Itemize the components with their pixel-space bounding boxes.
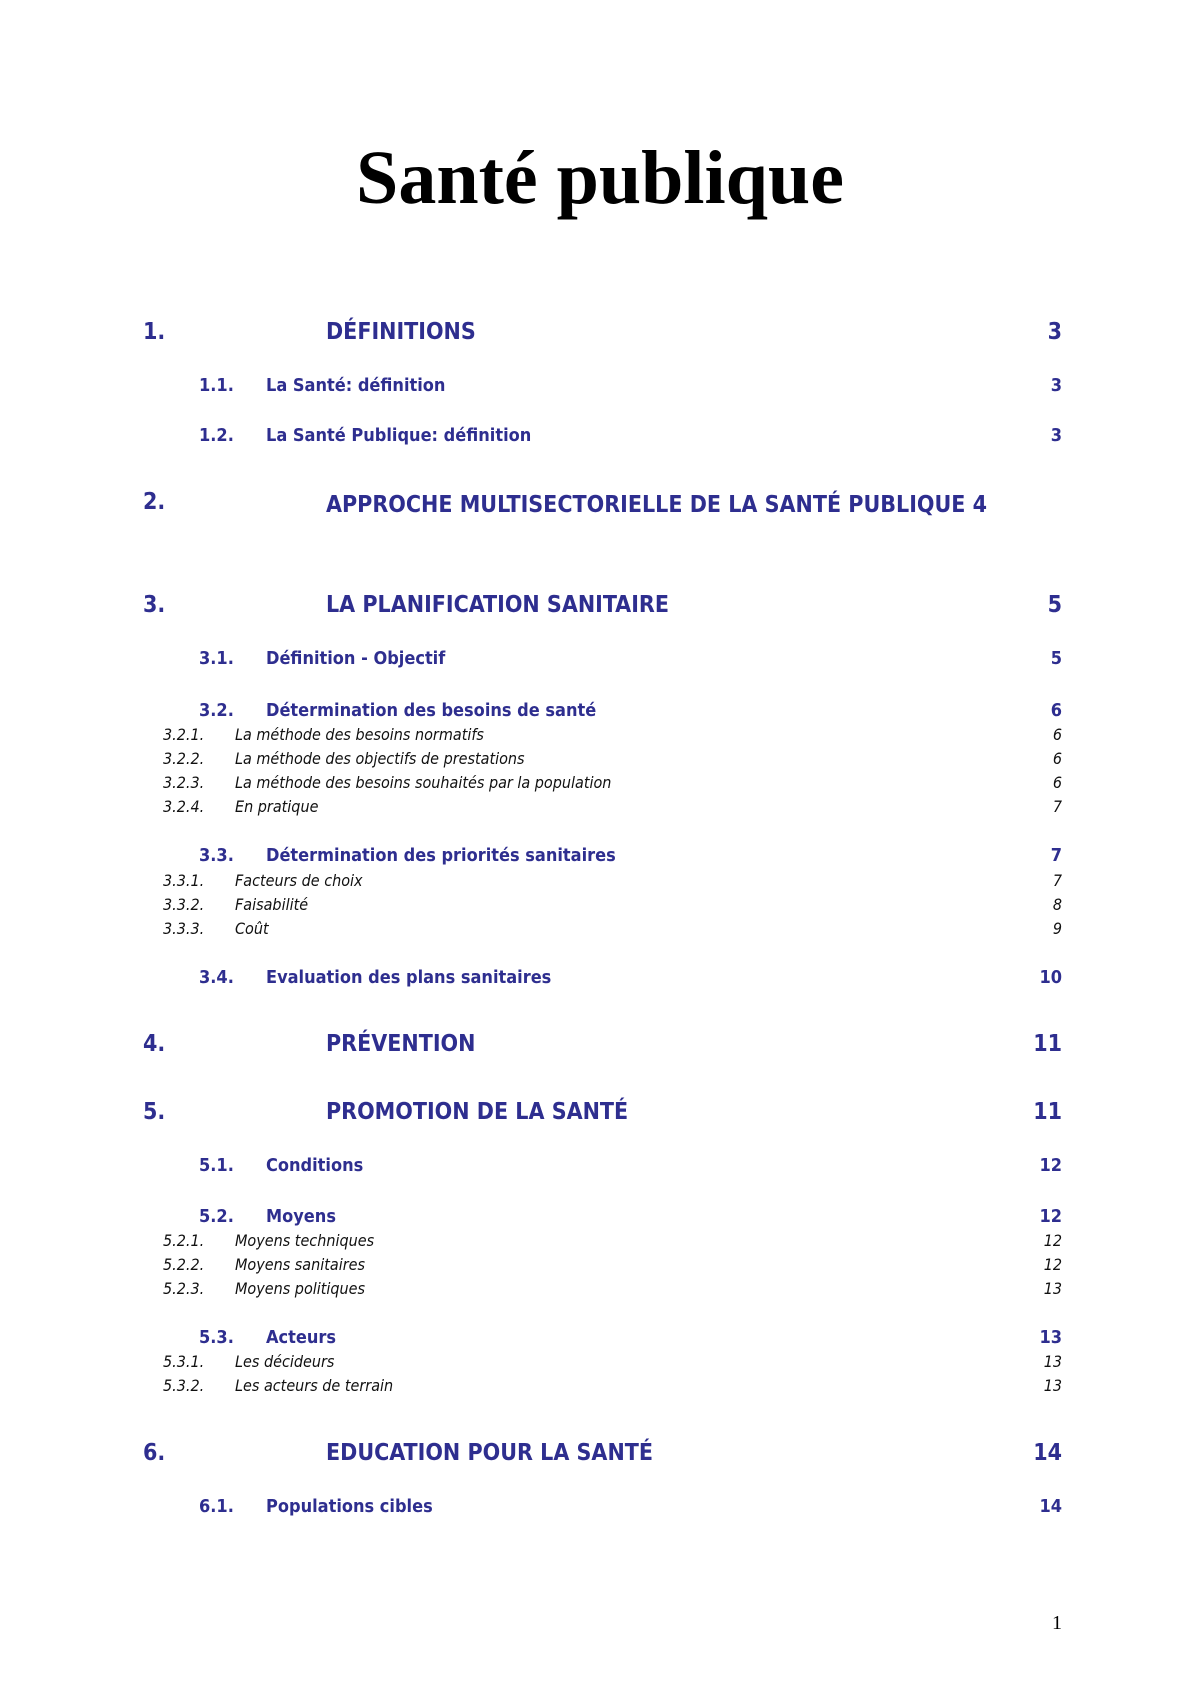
toc-entry-number: 3.1. bbox=[199, 648, 234, 669]
toc-entry-number: 5.1. bbox=[199, 1155, 234, 1176]
toc-entry-6[interactable] bbox=[0, 1440, 1200, 1470]
toc-entry-number: 1.1. bbox=[199, 375, 234, 396]
page-number: 1 bbox=[1052, 1612, 1062, 1634]
toc-entry-label: APPROCHE MULTISECTORIELLE DE LA SANTÉ PUBLIQUE 4 bbox=[326, 492, 988, 518]
toc-entry-number: 3.3.1. bbox=[163, 871, 205, 890]
toc-entry-page: 10 bbox=[1039, 967, 1062, 988]
toc-entry-label: Moyens techniques bbox=[235, 1231, 375, 1250]
toc-entry-3-3[interactable] bbox=[0, 845, 1200, 869]
toc-entry-number: 6.1. bbox=[199, 1496, 234, 1517]
toc-entry-5-3[interactable] bbox=[0, 1327, 1200, 1351]
toc-entry-label: DÉFINITIONS bbox=[326, 319, 476, 345]
toc-entry-page: 13 bbox=[1043, 1352, 1062, 1371]
toc-entry-page: 14 bbox=[1033, 1440, 1062, 1466]
toc-entry-label: LA PLANIFICATION SANITAIRE bbox=[326, 592, 669, 618]
toc-entry-number: 3.4. bbox=[199, 967, 234, 988]
toc-entry-label: Détermination des besoins de santé bbox=[266, 700, 597, 721]
toc-entry-6-1[interactable] bbox=[0, 1496, 1200, 1520]
toc-entry-label: La méthode des besoins souhaités par la population bbox=[235, 773, 612, 792]
toc-entry-3-2-3[interactable] bbox=[0, 773, 1200, 795]
toc-entry-label: Evaluation des plans sanitaires bbox=[266, 967, 552, 988]
toc-entry-page: 6 bbox=[1052, 773, 1062, 792]
toc-entry-number: 3.2.3. bbox=[163, 773, 205, 792]
toc-entry-page: 13 bbox=[1043, 1279, 1062, 1298]
toc-entry-page: 12 bbox=[1039, 1155, 1062, 1176]
toc-entry-page: 6 bbox=[1050, 700, 1062, 721]
toc-entry-label: Les décideurs bbox=[235, 1352, 335, 1371]
toc-entry-page: 5 bbox=[1050, 648, 1062, 669]
toc-entry-3-3-3[interactable] bbox=[0, 919, 1200, 941]
toc-entry-label: Moyens sanitaires bbox=[235, 1255, 365, 1274]
toc-entry-3-1[interactable] bbox=[0, 648, 1200, 672]
toc-entry-number: 3.3.3. bbox=[163, 919, 205, 938]
toc-entry-label: La méthode des besoins normatifs bbox=[235, 725, 484, 744]
toc-entry-page: 7 bbox=[1050, 845, 1062, 866]
toc-entry-number: 3.3.2. bbox=[163, 895, 205, 914]
toc-entry-3-2[interactable] bbox=[0, 700, 1200, 724]
toc-entry-3-2-4[interactable] bbox=[0, 797, 1200, 819]
toc-entry-page: 6 bbox=[1052, 749, 1062, 768]
toc-entry-page: 11 bbox=[1033, 1031, 1062, 1057]
toc-entry-number: 5. bbox=[143, 1099, 166, 1125]
toc-entry-page: 12 bbox=[1043, 1255, 1062, 1274]
toc-entry-number: 5.2.3. bbox=[163, 1279, 205, 1298]
toc-entry-page: 3 bbox=[1050, 425, 1062, 446]
toc-entry-5-1[interactable] bbox=[0, 1155, 1200, 1179]
toc-entry-page: 3 bbox=[1047, 319, 1062, 345]
toc-entry-label: Populations cibles bbox=[266, 1496, 433, 1517]
toc-entry-label: En pratique bbox=[235, 797, 319, 816]
toc-entry-1-1[interactable] bbox=[0, 375, 1200, 399]
toc-entry-5-3-2[interactable] bbox=[0, 1376, 1200, 1398]
toc-entry-label: Détermination des priorités sanitaires bbox=[266, 845, 616, 866]
toc-entry-number: 6. bbox=[143, 1440, 166, 1466]
toc-entry-number: 3.2.1. bbox=[163, 725, 205, 744]
toc-entry-label: Facteurs de choix bbox=[235, 871, 363, 890]
toc-entry-label: Moyens politiques bbox=[235, 1279, 366, 1298]
toc-entry-number: 5.2.1. bbox=[163, 1231, 205, 1250]
toc-entry-number: 3.2. bbox=[199, 700, 234, 721]
toc-entry-number: 5.3.2. bbox=[163, 1376, 205, 1395]
toc-entry-3-2-2[interactable] bbox=[0, 749, 1200, 771]
toc-entry-label: Faisabilité bbox=[235, 895, 309, 914]
toc-entry-number: 3.3. bbox=[199, 845, 234, 866]
toc-entry-label: Conditions bbox=[266, 1155, 364, 1176]
toc-entry-page: 12 bbox=[1043, 1231, 1062, 1250]
toc-entry-page: 7 bbox=[1052, 871, 1062, 890]
toc-entry-label: Définition - Objectif bbox=[266, 648, 446, 669]
toc-entry-number: 5.3.1. bbox=[163, 1352, 205, 1371]
toc-entry-5-2-3[interactable] bbox=[0, 1279, 1200, 1301]
toc-entry-label: Acteurs bbox=[266, 1327, 337, 1348]
toc-entry-5-2[interactable] bbox=[0, 1206, 1200, 1230]
toc-entry-number: 1. bbox=[143, 319, 166, 345]
toc-entry-number: 3.2.4. bbox=[163, 797, 205, 816]
toc-entry-page: 5 bbox=[1047, 592, 1062, 618]
toc-entry-number: 5.2. bbox=[199, 1206, 234, 1227]
toc-entry-label: PROMOTION DE LA SANTÉ bbox=[326, 1099, 629, 1125]
toc-entry-3[interactable] bbox=[0, 592, 1200, 622]
toc-entry-4[interactable] bbox=[0, 1031, 1200, 1061]
toc-entry-label: Les acteurs de terrain bbox=[235, 1376, 394, 1395]
toc-entry-label: La Santé Publique: définition bbox=[266, 425, 532, 446]
toc-entry-label: La méthode des objectifs de prestations bbox=[235, 749, 525, 768]
toc-entry-3-3-1[interactable] bbox=[0, 871, 1200, 893]
toc-entry-page: 6 bbox=[1052, 725, 1062, 744]
toc-entry-3-3-2[interactable] bbox=[0, 895, 1200, 917]
toc-entry-page: 13 bbox=[1043, 1376, 1062, 1395]
toc-entry-number: 4. bbox=[143, 1031, 166, 1057]
toc-entry-1[interactable] bbox=[0, 319, 1200, 349]
toc-entry-number: 2. bbox=[143, 489, 166, 515]
toc-entry-label: EDUCATION POUR LA SANTÉ bbox=[326, 1440, 654, 1466]
toc-entry-page: 12 bbox=[1039, 1206, 1062, 1227]
toc-entry-label: La Santé: définition bbox=[266, 375, 446, 396]
toc-entry-number: 3. bbox=[143, 592, 166, 618]
toc-entry-5-3-1[interactable] bbox=[0, 1352, 1200, 1374]
toc-entry-number: 3.2.2. bbox=[163, 749, 205, 768]
toc-entry-page: 8 bbox=[1052, 895, 1062, 914]
toc-entry-number: 5.3. bbox=[199, 1327, 234, 1348]
toc-entry-number: 5.2.2. bbox=[163, 1255, 205, 1274]
toc-entry-3-2-1[interactable] bbox=[0, 725, 1200, 747]
toc-entry-label: PRÉVENTION bbox=[326, 1031, 476, 1057]
toc-entry-page: 13 bbox=[1039, 1327, 1062, 1348]
toc-entry-page: 9 bbox=[1052, 919, 1062, 938]
toc-entry-3-4[interactable] bbox=[0, 967, 1200, 991]
document-title: Santé publique bbox=[356, 136, 844, 220]
toc-entry-page: 7 bbox=[1052, 797, 1062, 816]
toc-entry-page: 14 bbox=[1039, 1496, 1062, 1517]
toc-entry-number: 1.2. bbox=[199, 425, 234, 446]
toc-entry-5-2-1[interactable] bbox=[0, 1231, 1200, 1253]
toc-entry-1-2[interactable] bbox=[0, 425, 1200, 449]
toc-entry-page: 3 bbox=[1050, 375, 1062, 396]
toc-entry-label: Coût bbox=[235, 919, 269, 938]
toc-entry-5[interactable] bbox=[0, 1099, 1200, 1129]
toc-entry-2[interactable] bbox=[0, 489, 1200, 553]
toc-entry-5-2-2[interactable] bbox=[0, 1255, 1200, 1277]
toc-entry-label: Moyens bbox=[266, 1206, 336, 1227]
toc-entry-page: 11 bbox=[1033, 1099, 1062, 1125]
